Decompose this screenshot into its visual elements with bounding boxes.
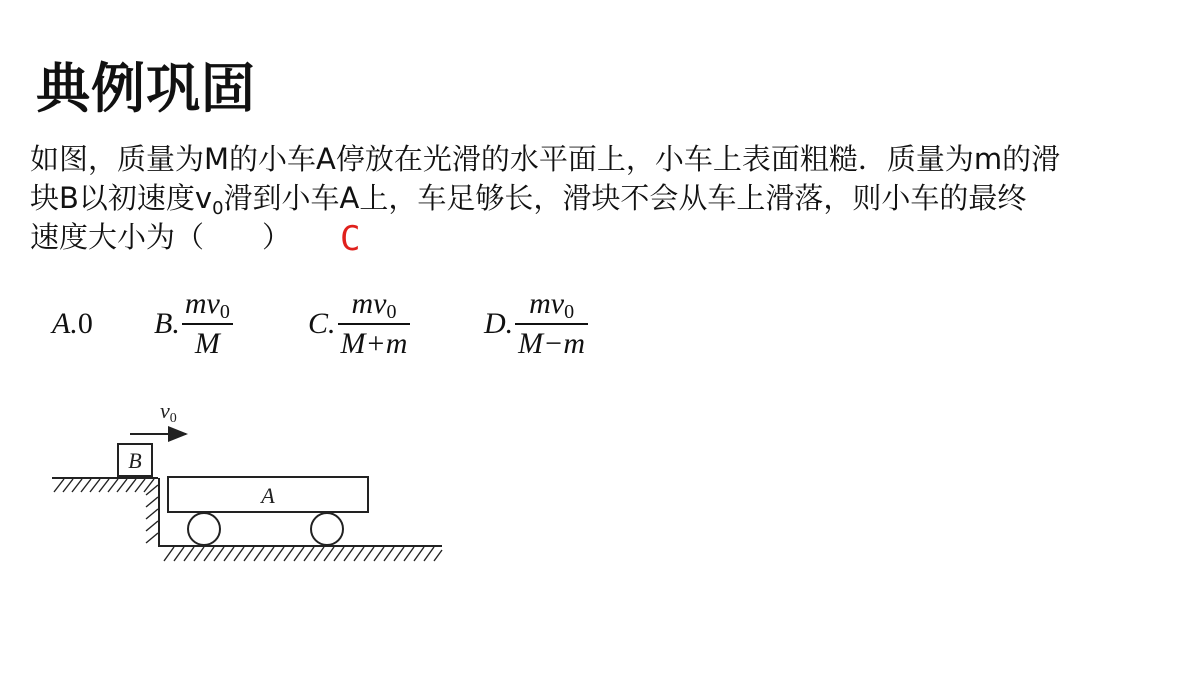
denominator: M	[194, 326, 220, 360]
option-c	[308, 282, 410, 366]
question-line-3: 速度大小为（ ）	[30, 220, 292, 254]
option-b	[154, 282, 233, 366]
question-line-2-part-a: 块B以初速度v	[30, 181, 213, 215]
cart-a-label: A	[261, 483, 275, 508]
numerator	[526, 285, 577, 323]
page-title: 典例巩固	[36, 57, 256, 120]
velocity-label	[160, 398, 177, 426]
option-d	[484, 282, 588, 366]
fraction	[338, 285, 411, 363]
question-text	[30, 140, 1170, 257]
option-letter: C.	[308, 307, 336, 340]
answer-mark: C	[340, 219, 361, 259]
velocity-subscript: 0	[169, 411, 177, 426]
numerator	[182, 285, 233, 323]
ground-hatching	[164, 547, 442, 561]
subscript: 0	[212, 198, 224, 219]
question-line-2-part-b: 滑到小车A上，车足够长，滑块不会从车上滑落，则小车的最终	[223, 181, 1027, 215]
fraction	[515, 285, 588, 363]
answer-options	[52, 282, 672, 366]
subscript: 0	[386, 301, 397, 324]
option-letter: D.	[484, 307, 514, 340]
numerator-text: mv	[351, 287, 387, 321]
wheel-right	[311, 513, 343, 545]
option-value: 0	[77, 307, 93, 340]
block-b-label: B	[128, 448, 142, 473]
subscript: 0	[219, 301, 230, 324]
option-letter: A.	[52, 307, 78, 340]
fraction	[182, 285, 233, 363]
subscript: 0	[564, 301, 575, 324]
physics-diagram	[50, 395, 450, 570]
numerator	[348, 285, 399, 323]
denominator: M−m	[518, 326, 586, 360]
option-letter: B.	[154, 307, 180, 340]
option-a	[52, 282, 93, 366]
denominator: M+m	[340, 326, 408, 360]
numerator-text: mv	[184, 287, 220, 321]
numerator-text: mv	[529, 287, 565, 321]
velocity-symbol: v	[160, 398, 170, 423]
wheel-left	[188, 513, 220, 545]
question-line-1: 如图，质量为M的小车A停放在光滑的水平面上，小车上表面粗糙．质量为m的滑	[30, 142, 1061, 176]
ledge-hatching	[54, 479, 154, 492]
question-line-2	[30, 179, 1170, 218]
wall-hatching	[146, 485, 158, 543]
